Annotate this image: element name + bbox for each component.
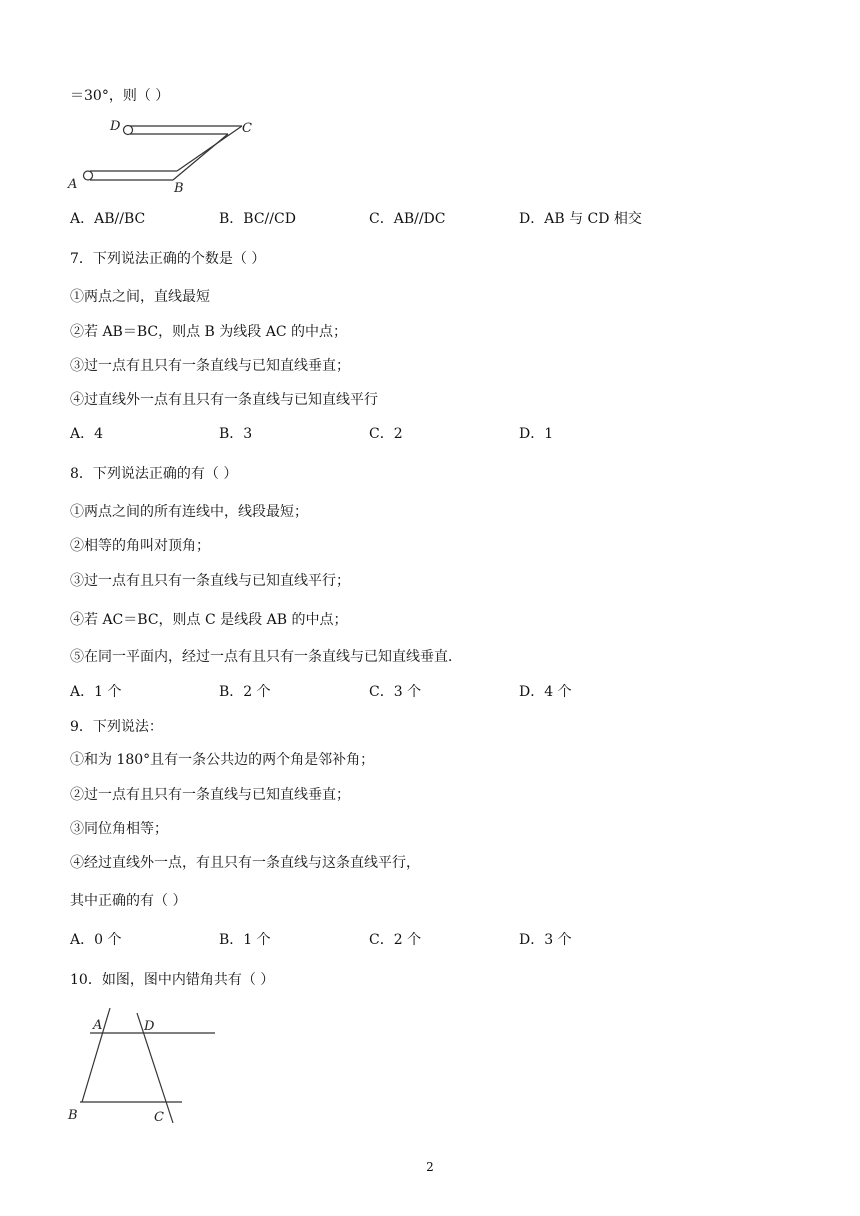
q8-options [70,683,830,701]
q9-item-1: ①和为 180°且有一条公共边的两个角是邻补角； [70,752,375,768]
q6-options [70,210,830,228]
q8-option-c[interactable]: C．3 个 [369,684,422,700]
q10-label-d: D [144,1019,155,1034]
q6-label-d: D [110,119,121,134]
q6-option-a[interactable]: A．AB//BC [70,211,146,227]
q8-item-1: ①两点之间的所有连线中，线段最短； [70,504,308,520]
q7-item-2: ②若 AB＝BC，则点 B 为线段 AC 的中点； [70,324,348,340]
q8-item-4: ④若 AC＝BC，则点 C 是线段 AB 的中点； [70,612,348,628]
q6-option-d[interactable]: D．AB 与 CD 相交 [519,211,642,227]
q7-item-3: ③过一点有且只有一条直线与已知直线垂直； [70,358,350,374]
q9-options [70,931,830,949]
q8-item-5: ⑤在同一平面内，经过一点有且只有一条直线与已知直线垂直． [70,649,462,665]
q9-option-b[interactable]: B．1 个 [219,932,271,948]
q8-item-2: ②相等的角叫对顶角； [70,538,210,554]
q10-label-c: C [154,1110,164,1125]
q7-option-a[interactable]: A．4 [70,426,104,442]
q9-stem: 9．下列说法： [70,719,163,735]
q10-label-b: B [68,1108,78,1123]
q7-item-4: ④过直线外一点有且只有一条直线与已知直线平行 [70,392,378,408]
q7-item-1: ①两点之间，直线最短 [70,289,210,305]
q6-option-b[interactable]: B．BC//CD [219,211,296,227]
q6-label-c: C [242,121,252,136]
q7-option-d[interactable]: D．1 [519,426,554,442]
q10-figure [60,1005,230,1130]
q9-option-c[interactable]: C．2 个 [369,932,422,948]
q7-stem: 7．下列说法正确的个数是（ ） [70,251,266,267]
q9-question: 其中正确的有（ ） [70,893,187,909]
q10-label-a: A [93,1018,103,1033]
q7-option-c[interactable]: C．2 [369,426,403,442]
q10-stem: 10．如图，图中内错角共有（ ） [70,972,275,988]
q6-figure [60,112,260,197]
q9-item-4: ④经过直线外一点，有且只有一条直线与这条直线平行， [70,855,420,871]
q6-label-a: A [68,177,78,192]
q6-label-b: B [174,181,184,196]
q8-stem: 8．下列说法正确的有（ ） [70,466,238,482]
q6-option-c[interactable]: C．AB//DC [369,211,446,227]
page-number: 2 [426,1160,434,1174]
q9-option-a[interactable]: A．0 个 [70,932,122,948]
q8-option-b[interactable]: B．2 个 [219,684,271,700]
q8-item-3: ③过一点有且只有一条直线与已知直线平行； [70,573,350,589]
q9-item-2: ②过一点有且只有一条直线与已知直线垂直； [70,787,350,803]
q8-option-a[interactable]: A．1 个 [70,684,122,700]
q8-option-d[interactable]: D．4 个 [519,684,572,700]
q9-item-3: ③同位角相等； [70,821,168,837]
q6-stem-tail: ＝30°，则（ ） [70,88,170,104]
q9-option-d[interactable]: D．3 个 [519,932,572,948]
q7-options [70,425,830,443]
q7-option-b[interactable]: B．3 [219,426,253,442]
